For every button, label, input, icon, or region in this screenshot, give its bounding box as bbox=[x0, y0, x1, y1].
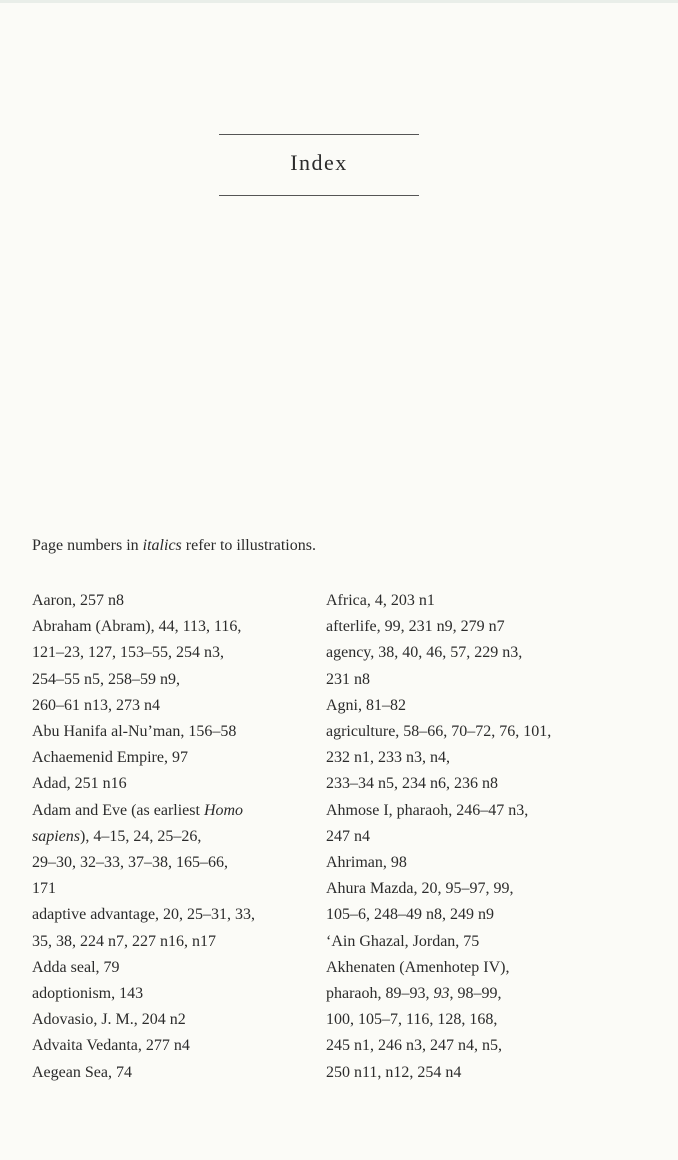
entry-line: afterlife, 99, 231 n9, 279 n7 bbox=[326, 618, 505, 636]
index-entry bbox=[32, 981, 317, 1007]
entry-line: Aegean Sea, 74 bbox=[32, 1063, 132, 1081]
index-note-italic: italics bbox=[142, 537, 182, 554]
title-rule-top bbox=[219, 134, 419, 135]
entry-line: Ahura Mazda, 20, 95–97, 99, bbox=[326, 880, 514, 898]
index-entry bbox=[32, 1060, 317, 1086]
entry-line: 29–30, 32–33, 37–38, 165–66, bbox=[32, 854, 228, 872]
index-entry bbox=[326, 850, 611, 876]
entry-line bbox=[326, 981, 611, 1007]
entry-line: 35, 38, 224 n7, 227 n16, n17 bbox=[32, 932, 216, 950]
index-note-after: refer to illustrations. bbox=[181, 537, 316, 554]
entry-line: adaptive advantage, 20, 25–31, 33, bbox=[32, 906, 256, 924]
entry-line: 171 bbox=[32, 880, 56, 898]
index-entry bbox=[32, 745, 317, 771]
entry-line: 100, 105–7, 116, 128, 168, bbox=[326, 1011, 498, 1029]
entry-line: Abraham (Abram), 44, 113, 116, bbox=[32, 618, 242, 636]
index-entry bbox=[326, 798, 611, 850]
entry-italic: Homo bbox=[203, 801, 244, 819]
index-entry bbox=[326, 955, 611, 1086]
index-column-left bbox=[32, 588, 317, 1086]
index-entry bbox=[32, 798, 317, 903]
entry-line: Abu Hanifa al-Nu’man, 156–58 bbox=[32, 723, 237, 741]
entry-line: agriculture, 58–66, 70–72, 76, 101, bbox=[326, 723, 552, 741]
entry-line bbox=[32, 798, 317, 824]
index-entry bbox=[32, 902, 317, 954]
entry-line: 254–55 n5, 258–59 n9, bbox=[32, 670, 180, 688]
entry-italic: sapiens bbox=[32, 827, 80, 845]
index-entry bbox=[326, 876, 611, 928]
entry-line: Achaemenid Empire, 97 bbox=[32, 749, 188, 767]
index-entry bbox=[32, 614, 317, 719]
entry-text: ), 4–15, 24, 25–26, bbox=[80, 827, 202, 845]
entry-line: 245 n1, 246 n3, 247 n4, n5, bbox=[326, 1037, 502, 1055]
entry-line: Ahmose I, pharaoh, 246–47 n3, bbox=[326, 801, 529, 819]
entry-italic: 93 bbox=[433, 985, 450, 1003]
entry-line: 105–6, 248–49 n8, 249 n9 bbox=[326, 906, 494, 924]
index-entry bbox=[326, 929, 611, 955]
entry-line: 121–23, 127, 153–55, 254 n3, bbox=[32, 644, 224, 662]
index-entry bbox=[326, 614, 611, 640]
entry-line: 232 n1, 233 n3, n4, bbox=[326, 749, 450, 767]
entry-line: Ahriman, 98 bbox=[326, 854, 407, 872]
entry-line: 250 n11, n12, 254 n4 bbox=[326, 1063, 462, 1081]
entry-line: ‘Ain Ghazal, Jordan, 75 bbox=[326, 932, 480, 950]
index-column-right bbox=[326, 588, 611, 1086]
page-title: Index bbox=[290, 150, 348, 175]
entry-line: Adovasio, J. M., 204 n2 bbox=[32, 1011, 186, 1029]
page-top-edge bbox=[0, 0, 678, 3]
title-rule-bottom bbox=[219, 195, 419, 196]
index-entry bbox=[326, 693, 611, 719]
entry-line: Akhenaten (Amenhotep IV), bbox=[326, 958, 510, 976]
index-entry bbox=[32, 1007, 317, 1033]
entry-line: Agni, 81–82 bbox=[326, 696, 406, 714]
entry-line: 247 n4 bbox=[326, 827, 370, 845]
index-entry bbox=[32, 955, 317, 981]
entry-line: Africa, 4, 203 n1 bbox=[326, 592, 435, 609]
index-entry bbox=[32, 771, 317, 797]
index-entry bbox=[32, 588, 317, 614]
index-entry bbox=[326, 719, 611, 798]
index-entry bbox=[326, 640, 611, 692]
entry-line: 233–34 n5, 234 n6, 236 n8 bbox=[326, 775, 498, 793]
entry-line bbox=[32, 824, 317, 850]
entry-text: pharaoh, 89–93, bbox=[326, 985, 434, 1003]
entry-line: 231 n8 bbox=[326, 670, 370, 688]
index-entry bbox=[32, 719, 317, 745]
entry-line: Aaron, 257 n8 bbox=[32, 592, 124, 609]
entry-line: Adad, 251 n16 bbox=[32, 775, 127, 793]
entry-line: agency, 38, 40, 46, 57, 229 n3, bbox=[326, 644, 523, 662]
entry-text: Adam and Eve (as earliest bbox=[32, 801, 204, 819]
index-note bbox=[32, 537, 316, 555]
entry-line: 260–61 n13, 273 n4 bbox=[32, 696, 160, 714]
entry-line: adoptionism, 143 bbox=[32, 985, 144, 1003]
entry-line: Adda seal, 79 bbox=[32, 958, 120, 976]
index-note-before: Page numbers in bbox=[32, 537, 143, 554]
entry-text: , 98–99, bbox=[449, 985, 502, 1003]
index-entry bbox=[32, 1033, 317, 1059]
index-entry bbox=[326, 588, 611, 614]
entry-line: Advaita Vedanta, 277 n4 bbox=[32, 1037, 190, 1055]
